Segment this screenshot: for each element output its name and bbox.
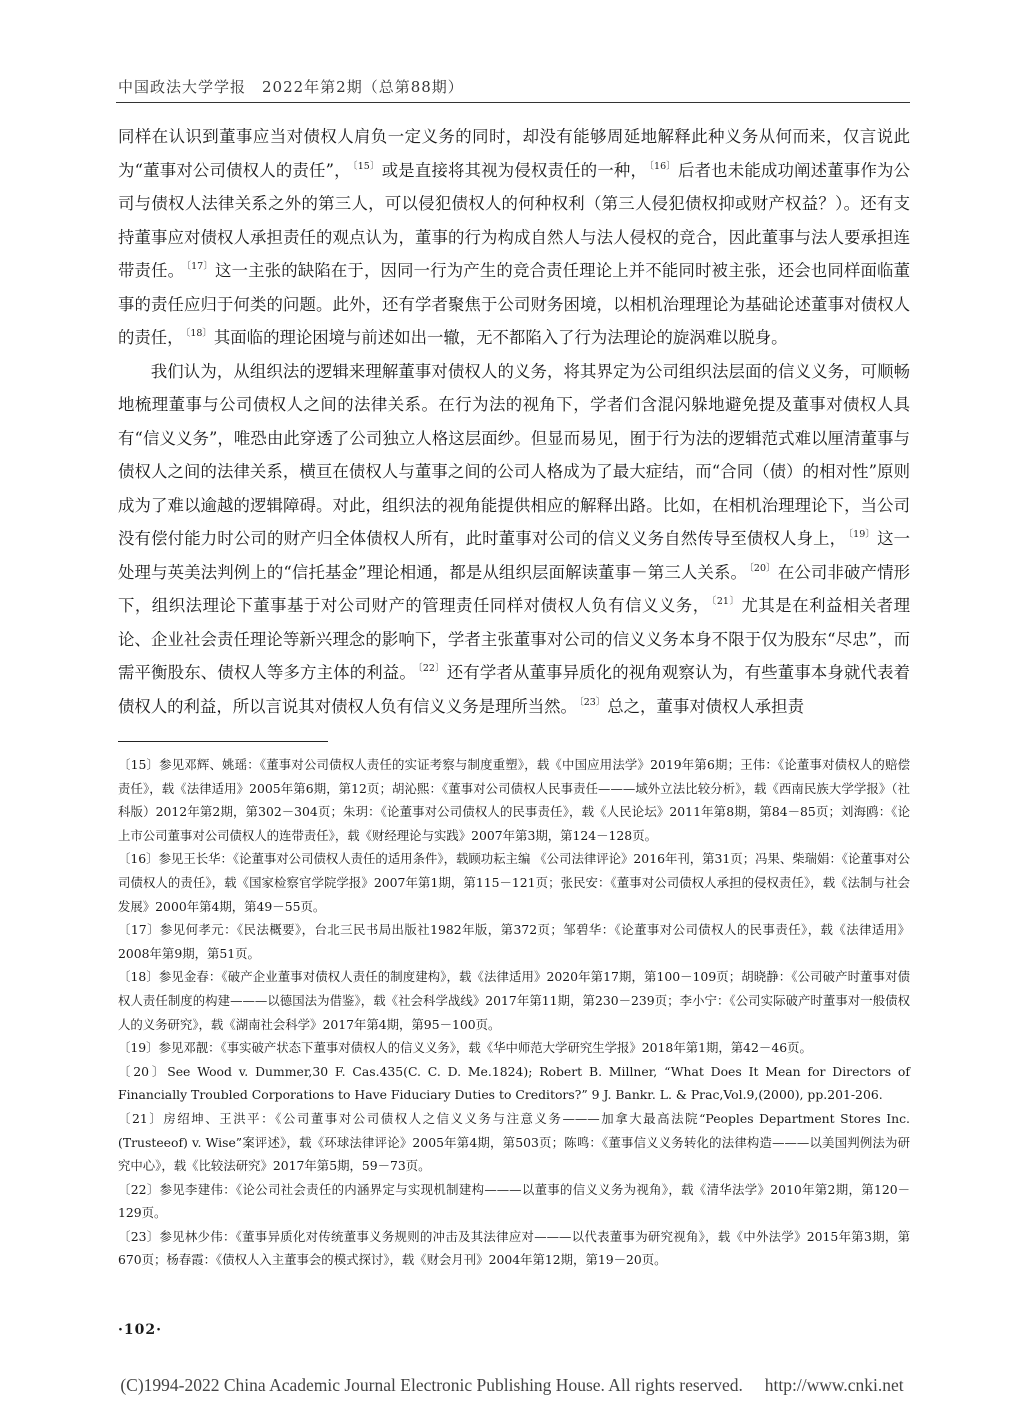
body-text-run: 同样在认识到董事应当对债权人肩负一定义务的同时，却没有能够周延地解释此种义务从何而来，仅言说此为“董事对公司债权人的责任”， — [118, 127, 910, 180]
body-text-run: 这一处理与英美法判例上的“信托基金”理论相通，都是从组织层面解读董事－第三人关系。 — [118, 529, 911, 582]
page-number: ·102· — [118, 1322, 162, 1338]
body-text-run: 或是直接将其视为侵权责任的一种， — [381, 160, 648, 180]
footnote-text: 参见邓辉、姚瑶：《董事对公司债权人责任的实证考察与制度重塑》，载《中国应用法学》2019年第6期；王伟：《论董事对债权人的赔偿责任》，载《法律适用》2005年第6期，第12页；胡沁熙：《董事对公司债权人民事责任———域外立法比较分析》，载《西南民族大学学报》（社科版）2012年第2期，第302－304页；朱玥：《论董事对公司债权人的民事责任》，载《人民论坛》2011年第8期，第84－85页；刘海鸥：《论上市公司董事对公司债权人的连带责任》，载《财经理论与实践》2007年第3期，第124－128页。 — [118, 757, 910, 843]
body-text-run: 我们认为，从组织法的逻辑来理解董事对债权人的义务，将其界定为公司组织法层面的信义义务，可顺畅地梳理董事与公司债权人之间的法律关系。在行为法的视角下，学者们含混闪躲地避免提及董事对债权人具有“信义义务”，唯恐由此穿透了公司独立人格这层面纱。但显而易见，囿于行为法的逻辑范式难以厘清董事与债权人之间的法律关系，横亘在债权人与董事之间的公司人格成为了最大症结，而“合同（债）的相对性”原则成为了难以逾越的逻辑障碍。对此，组织法的视角能提供相应的解释出路。比如，在相机治理理论下，当公司没有偿付能力时公司的财产归全体债权人所有，此时董事对公司的信义义务自然传导至债权人身上， — [118, 361, 910, 548]
footnote-separator — [118, 741, 328, 742]
body-text-run: 还有学者从董事异质化的视角观察认为，有些董事本身就代表着债权人的利益，所以言说其对债权人负有信义义务是理所当然。 — [118, 663, 911, 716]
body-text-run: 这一主张的缺陷在于，因同一行为产生的竞合责任理论上并不能同时被主张，还会也同样面临董事的责任应归于何类的问题。此外，还有学者聚焦于公司财务困境，以相机治理理论为基础论述董事对债权人的责任， — [118, 261, 911, 347]
footnote-label: 〔17〕 — [118, 922, 160, 938]
footnote-label: 〔16〕 — [118, 851, 159, 867]
footnotes-section — [118, 753, 910, 1272]
footnote-label: 〔18〕 — [118, 969, 159, 985]
footnote-item — [118, 1107, 910, 1178]
footnote-text: 参见邓靓：《事实破产状态下董事对债权人的信义义务》，载《华中师范大学研究生学报》2018年第1期，第42－46页。 — [158, 1040, 812, 1056]
footnote-marker[interactable]: 〔21〕 — [711, 596, 740, 607]
footnote-item — [118, 1178, 910, 1225]
footnote-marker[interactable]: 〔19〕 — [848, 529, 876, 540]
running-header: 中国政法大学学报 2022年第2期（总第88期） — [118, 78, 464, 96]
body-text-run: 总之，董事对债权人承担责 — [607, 696, 804, 716]
footnote-item — [118, 753, 910, 847]
footnote-text: 参见林少伟：《董事异质化对传统董事义务规则的冲击及其法律应对———以代表董事为研究视角》，载《中外法学》2015年第3期，第670页；杨春霞：《债权人入主董事会的模式探讨》，载《财会月刊》2004年第12期，第19－20页。 — [118, 1228, 910, 1268]
footnote-item — [118, 918, 910, 965]
body-paragraph — [118, 120, 910, 355]
footnote-marker[interactable]: 〔20〕 — [749, 562, 776, 574]
footnote-marker[interactable]: 〔17〕 — [186, 261, 214, 272]
body-text-run: 其面临的理论困境与前述如出一辙，无不都陷入了行为法理论的旋涡难以脱身。 — [213, 328, 788, 347]
footnote-item — [118, 847, 910, 918]
footnote-label: 〔20〕 — [118, 1063, 168, 1079]
footnote-item — [118, 965, 910, 1036]
footnote-marker[interactable]: 〔18〕 — [185, 328, 212, 339]
footnote-label: 〔19〕 — [118, 1040, 159, 1056]
body-text-run: 尤其是在利益相关者理论、企业社会责任理论等新兴理念的影响下，学者主张董事对公司的信义义务本身不限于仅为股东“尽忠”，而需平衡股东、债权人等多方主体的利益。 — [118, 596, 911, 682]
footnote-text: 房绍坤、王洪平：《公司董事对公司债权人之信义义务与注意义务———加拿大最高法院“Peoples Department Stores Inc.(Trusteeof) v. Wise”案评述》，载《环球法律评论》2005年第4期，第503页；陈鸣：《董事信义义务转化的法律构造———以美国判例法为研究中心》，载《比较法研究》2017年第5期，59－73页。 — [118, 1110, 910, 1174]
body-paragraph — [118, 355, 910, 724]
footnote-marker[interactable]: 〔22〕 — [417, 663, 445, 674]
footnote-marker[interactable]: 〔23〕 — [578, 696, 606, 708]
footnote-text: 参见金春：《破产企业董事对债权人责任的制度建构》，载《法律适用》2020年第17期，第100－109页；胡晓静：《公司破产时董事对债权人责任制度的构建———以德国法为借鉴》，载《社会科学战线》2017年第11期，第230－239页；李小宁：《公司实际破产时董事对一般债权人的义务研究》，载《湖南社会科学》2017年第4期，第95－100页。 — [118, 969, 910, 1032]
footnote-item — [118, 1036, 910, 1060]
footnote-label: 〔21〕 — [118, 1110, 164, 1126]
footnote-item — [118, 1225, 910, 1272]
footnote-text: 参见何孝元：《民法概要》，台北三民书局出版社1982年版，第372页；邹碧华：《论董事对公司债权人的民事责任》，载《法律适用》2008年第9期，第51页。 — [118, 922, 910, 961]
main-body-text — [118, 120, 910, 723]
footnote-text: See Wood v. Dummer,30 F. Cas.435(C. C. D. Me.1824); Robert B. Millner, “What Does It Mean for Directors of Financially Troubled Corporations to Have Fiduciary Duties to Creditors?” 9 J. Bankr. L. & Prac,Vol.9,(2000), pp.201-206. — [118, 1063, 910, 1103]
footnote-item — [118, 1060, 910, 1107]
footnote-marker[interactable]: 〔16〕 — [649, 160, 677, 172]
footnote-text: 参见李建伟：《论公司社会责任的内涵界定与实现机制建构———以董事的信义义务为视角》，载《清华法学》2010年第2期，第120－129页。 — [118, 1181, 910, 1221]
footnote-label: 〔22〕 — [118, 1181, 160, 1197]
body-text-run: 后者也未能成功阐述董事作为公司与债权人法律关系之外的第三人，可以侵犯债权人的何种权利（第三人侵犯债权抑或财产权益？）。还有支持董事应对债权人承担责任的观点认为，董事的行为构成自然人与法人侵权的竞合，因此董事与法人要承担连带责任。 — [118, 160, 911, 280]
footnote-marker[interactable]: 〔15〕 — [352, 160, 380, 172]
footnote-label: 〔15〕 — [118, 757, 160, 772]
body-text-run: 在公司非破产情形下，组织法理论下董事基于对公司财产的管理责任同样对债权人负有信义义务， — [118, 562, 910, 615]
header-rule — [116, 102, 910, 103]
footnote-text: 参见王长华：《论董事对公司债权人责任的适用条件》，载顾功耘主编 《公司法律评论》2016年刊，第31页；冯果、柴瑞娟：《论董事对公司债权人的责任》，载《国家检察官学院学报》2007年第1期，第115－121页；张民安：《董事对公司债权人承担的侵权责任》，载《法制与社会发展》2000年第4期，第49－55页。 — [118, 851, 910, 914]
footnote-label: 〔23〕 — [118, 1228, 160, 1244]
copyright-line: (C)1994-2022 China Academic Journal Electronic Publishing House. All rights reserved. http://www.cnki.net — [120, 1375, 904, 1395]
